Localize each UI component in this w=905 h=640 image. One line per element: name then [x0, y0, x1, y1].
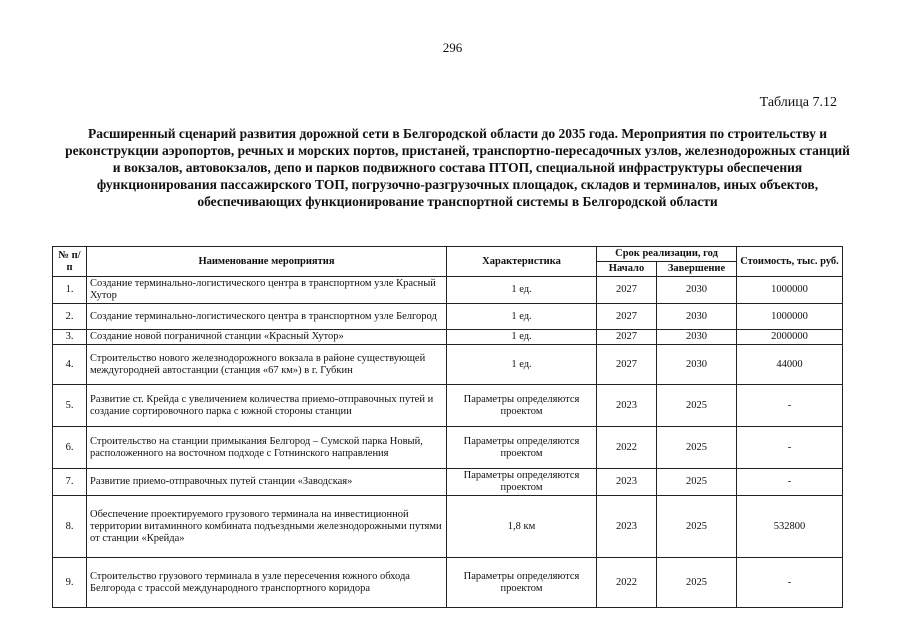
cell-characteristic: Параметры определяются проектом	[447, 558, 597, 608]
table-row	[53, 385, 843, 427]
header-characteristic: Характеристика	[447, 247, 597, 277]
cell-start: 2022	[597, 558, 657, 608]
header-term: Срок реализации, год	[597, 247, 737, 262]
cell-end: 2025	[657, 558, 737, 608]
cell-cost: -	[737, 427, 843, 469]
cell-characteristic: Параметры определяются проектом	[447, 469, 597, 496]
cell-end: 2025	[657, 496, 737, 558]
cell-cost: 44000	[737, 345, 843, 385]
table-row	[53, 427, 843, 469]
cell-end: 2030	[657, 330, 737, 345]
header-start: Начало	[597, 262, 657, 277]
cell-characteristic: 1,8 км	[447, 496, 597, 558]
cell-start: 2023	[597, 496, 657, 558]
cell-cost: -	[737, 469, 843, 496]
cell-end: 2030	[657, 345, 737, 385]
cell-cost: -	[737, 385, 843, 427]
page-number: 296	[442, 40, 463, 55]
cell-end: 2030	[657, 277, 737, 304]
cell-num: 9.	[53, 558, 87, 608]
cell-name: Создание терминально-логистического центра в транспортном узле Красный Хутор	[87, 277, 447, 304]
cell-characteristic: Параметры определяются проектом	[447, 385, 597, 427]
cell-start: 2027	[597, 304, 657, 330]
cell-name: Строительство грузового терминала в узле пересечения южного обхода Белгорода с трассой международного транспортного коридора	[87, 558, 447, 608]
cell-cost: 1000000	[737, 277, 843, 304]
cell-start: 2027	[597, 345, 657, 385]
cell-start: 2022	[597, 427, 657, 469]
header-cost: Стоимость, тыс. руб.	[737, 247, 843, 277]
table-row	[53, 469, 843, 496]
cell-num: 3.	[53, 330, 87, 345]
cell-cost: -	[737, 558, 843, 608]
table-row	[53, 558, 843, 608]
table-body	[53, 277, 843, 608]
cell-characteristic: 1 ед.	[447, 277, 597, 304]
table-row	[53, 330, 843, 345]
table-row	[53, 304, 843, 330]
cell-characteristic: 1 ед.	[447, 330, 597, 345]
cell-start: 2023	[597, 385, 657, 427]
table-label: Таблица 7.12	[759, 95, 837, 110]
cell-name: Развитие ст. Крейда с увеличением количества приемо-отправочных путей и создание сортировочного парка с южной стороны станции	[87, 385, 447, 427]
cell-num: 8.	[53, 496, 87, 558]
cell-end: 2025	[657, 427, 737, 469]
cell-num: 2.	[53, 304, 87, 330]
table-row	[53, 496, 843, 558]
cell-cost: 532800	[737, 496, 843, 558]
cell-name: Обеспечение проектируемого грузового терминала на инвестиционной территории витаминного комбината подъездными железнодорожными путями от станции «Крейда»	[87, 496, 447, 558]
cell-start: 2023	[597, 469, 657, 496]
cell-num: 6.	[53, 427, 87, 469]
cell-cost: 2000000	[737, 330, 843, 345]
table-row	[53, 345, 843, 385]
table-header	[53, 247, 843, 277]
cell-start: 2027	[597, 277, 657, 304]
cell-characteristic: Параметры определяются проектом	[447, 427, 597, 469]
cell-cost: 1000000	[737, 304, 843, 330]
cell-name: Развитие приемо-отправочных путей станции «Заводская»	[87, 469, 447, 496]
cell-name: Строительство на станции примыкания Белгород – Сумской парка Новый, расположенного на восточном подходе с Готнинского направления	[87, 427, 447, 469]
measures-table	[52, 246, 843, 608]
cell-characteristic: 1 ед.	[447, 345, 597, 385]
table-row	[53, 277, 843, 304]
cell-name: Строительство нового железнодорожного вокзала в районе существующей междугородней автостанции (станция «67 км») в г. Губкин	[87, 345, 447, 385]
cell-name: Создание новой пограничной станции «Красный Хутор»	[87, 330, 447, 345]
cell-num: 1.	[53, 277, 87, 304]
cell-end: 2025	[657, 469, 737, 496]
cell-name: Создание терминально-логистического центра в транспортном узле Белгород	[87, 304, 447, 330]
cell-num: 4.	[53, 345, 87, 385]
header-name: Наименование мероприятия	[87, 247, 447, 277]
cell-num: 7.	[53, 469, 87, 496]
header-num: № п/п	[53, 247, 87, 277]
cell-end: 2025	[657, 385, 737, 427]
header-end: Завершение	[657, 262, 737, 277]
document-title: Расширенный сценарий развития дорожной сети в Белгородской области до 2035 года. Мероприятия по строительству и реконструкции аэропортов, речных и морских портов, пристаней, транспортно-пересадочных узлов, железнодорожных станций и вокзалов, автовокзалов, депо и парков подвижного состава ПТОП, специальной инфраструктуры обеспечения функционирования пассажирского ТОП, погрузочно-разгрузочных площадок, складов и терминалов, иных объектов, обеспечивающих функционирование транспортной системы в Белгородской области	[65, 126, 850, 209]
cell-num: 5.	[53, 385, 87, 427]
cell-start: 2027	[597, 330, 657, 345]
cell-end: 2030	[657, 304, 737, 330]
cell-characteristic: 1 ед.	[447, 304, 597, 330]
